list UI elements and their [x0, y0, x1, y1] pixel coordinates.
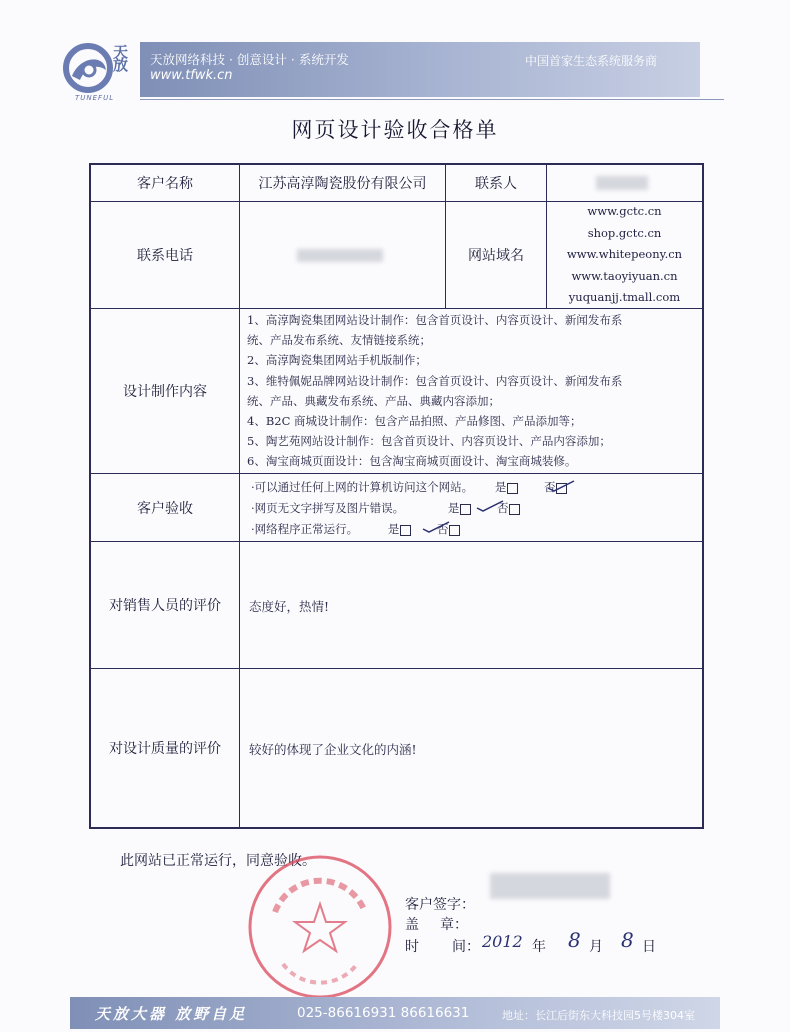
yes-checkbox[interactable] [400, 525, 411, 536]
date-year-unit: 年 [532, 939, 546, 955]
seal-label-2: 章： [440, 917, 468, 933]
acceptance-item [251, 519, 701, 540]
signature-redacted [490, 873, 610, 899]
no-label: 否 [496, 501, 509, 515]
footer-address: 地址：长江后街东大科技园5号楼304室 [502, 1009, 695, 1022]
domain-item: shop.gctc.cn [587, 225, 662, 240]
acceptance-item-text: ·可以通过任何上网的计算机访问这个网站。 [251, 480, 474, 494]
yes-label: 是 [387, 522, 400, 536]
content-line: 1、高淳陶瓷集团网站设计制作：包含首页设计、内容页设计、新闻发布系 [247, 313, 623, 327]
acceptance-item [251, 477, 701, 498]
date-day-unit: 日 [642, 939, 656, 955]
acceptance-item-text: ·网络程序正常运行。 [251, 522, 359, 536]
contact-label: 联系人 [475, 176, 517, 192]
checkmark-icon [543, 479, 576, 494]
acceptance-table [89, 163, 704, 829]
client-name-value: 江苏高淳陶瓷股份有限公司 [258, 176, 427, 192]
content-line: 统、产品发布系统、友情链接系统； [247, 333, 431, 348]
sales-eval-text: 态度好，热情! [249, 599, 330, 614]
content-line: 6、淘宝商城页面设计：包含淘宝商城页面设计、淘宝商城装修。 [247, 454, 577, 469]
date-day: 8 [621, 928, 634, 952]
document-title: 网页设计验收合格单 [291, 118, 499, 142]
tuneful-logo-icon [58, 40, 146, 102]
phone-redacted [297, 249, 383, 262]
content-line: 2、高淳陶瓷集团网站手机版制作； [247, 353, 427, 368]
yes-checkbox[interactable] [460, 504, 471, 515]
yes-label: 是 [494, 480, 507, 494]
checkmark-icon [475, 499, 505, 513]
checkmark-icon [421, 520, 451, 534]
content-line: 统、产品、典藏发布系统、产品、典藏内容添加； [247, 393, 500, 408]
yes-checkbox[interactable] [507, 483, 518, 494]
acceptance-item-text: ·网页无文字拼写及图片错误。 [251, 501, 405, 515]
phone-label: 联系电话 [137, 248, 193, 264]
footer-phones: 025-86616931 86616631 [297, 1005, 470, 1021]
domain-item: www.whitepeony.cn [566, 247, 683, 261]
domain-item: www.gctc.cn [587, 204, 662, 218]
no-label: 否 [543, 480, 556, 494]
date-month-unit: 月 [589, 939, 603, 955]
seal-label-1: 盖 [405, 917, 419, 933]
domain-label: 网站域名 [468, 248, 524, 264]
content-line: 5、陶艺苑网站设计制作：包含首页设计、内容页设计、产品内容添加； [247, 434, 611, 449]
logo-brand: 天放 [111, 44, 129, 70]
logo-brand-en: TUNEFUL [75, 94, 115, 102]
content-label: 设计制作内容 [123, 384, 207, 400]
content-line: 3、维特佩妮品牌网站设计制作：包含首页设计、内容页设计、新闻发布系 [247, 373, 623, 388]
acceptance-label: 客户验收 [137, 500, 193, 517]
content-list [247, 310, 702, 472]
quality-eval-text: 较好的体现了企业文化的内涵! [249, 742, 417, 757]
header-url: www.tfwk.cn [150, 68, 233, 83]
contact-redacted [596, 176, 648, 190]
header-divider [140, 99, 724, 100]
col-divider [239, 165, 240, 827]
quality-eval-label: 对设计质量的评价 [109, 741, 221, 757]
header-tagline: 中国首家生态系统服务商 [525, 54, 658, 68]
client-name-label: 客户名称 [137, 176, 193, 192]
content-line: 4、B2C 商城设计制作：包含产品拍照、产品修图、产品添加等； [247, 414, 582, 429]
yes-label: 是 [447, 501, 460, 515]
no-checkbox[interactable] [509, 504, 520, 515]
date-label-1: 时 [405, 939, 419, 955]
date-month: 8 [568, 928, 581, 952]
domain-list [547, 201, 702, 309]
no-checkbox[interactable] [449, 525, 460, 536]
acceptance-statement: 此网站已正常运行，同意验收。 [120, 853, 316, 869]
sales-eval-label: 对销售人员的评价 [109, 598, 221, 614]
no-label: 否 [436, 522, 449, 536]
date-label-2: 间： [452, 939, 480, 955]
company-seal-icon [245, 852, 395, 1002]
footer-motto: 天放大器 放野自足 [95, 1005, 248, 1023]
date-year: 2012 [482, 932, 523, 951]
domain-item: www.taoyiyuan.cn [571, 268, 678, 283]
header-slogan: 天放网络科技 · 创意设计 · 系统开发 [150, 52, 349, 67]
signature-label: 客户签字： [405, 897, 475, 913]
domain-item: yuquanjj.tmall.com [568, 290, 681, 304]
